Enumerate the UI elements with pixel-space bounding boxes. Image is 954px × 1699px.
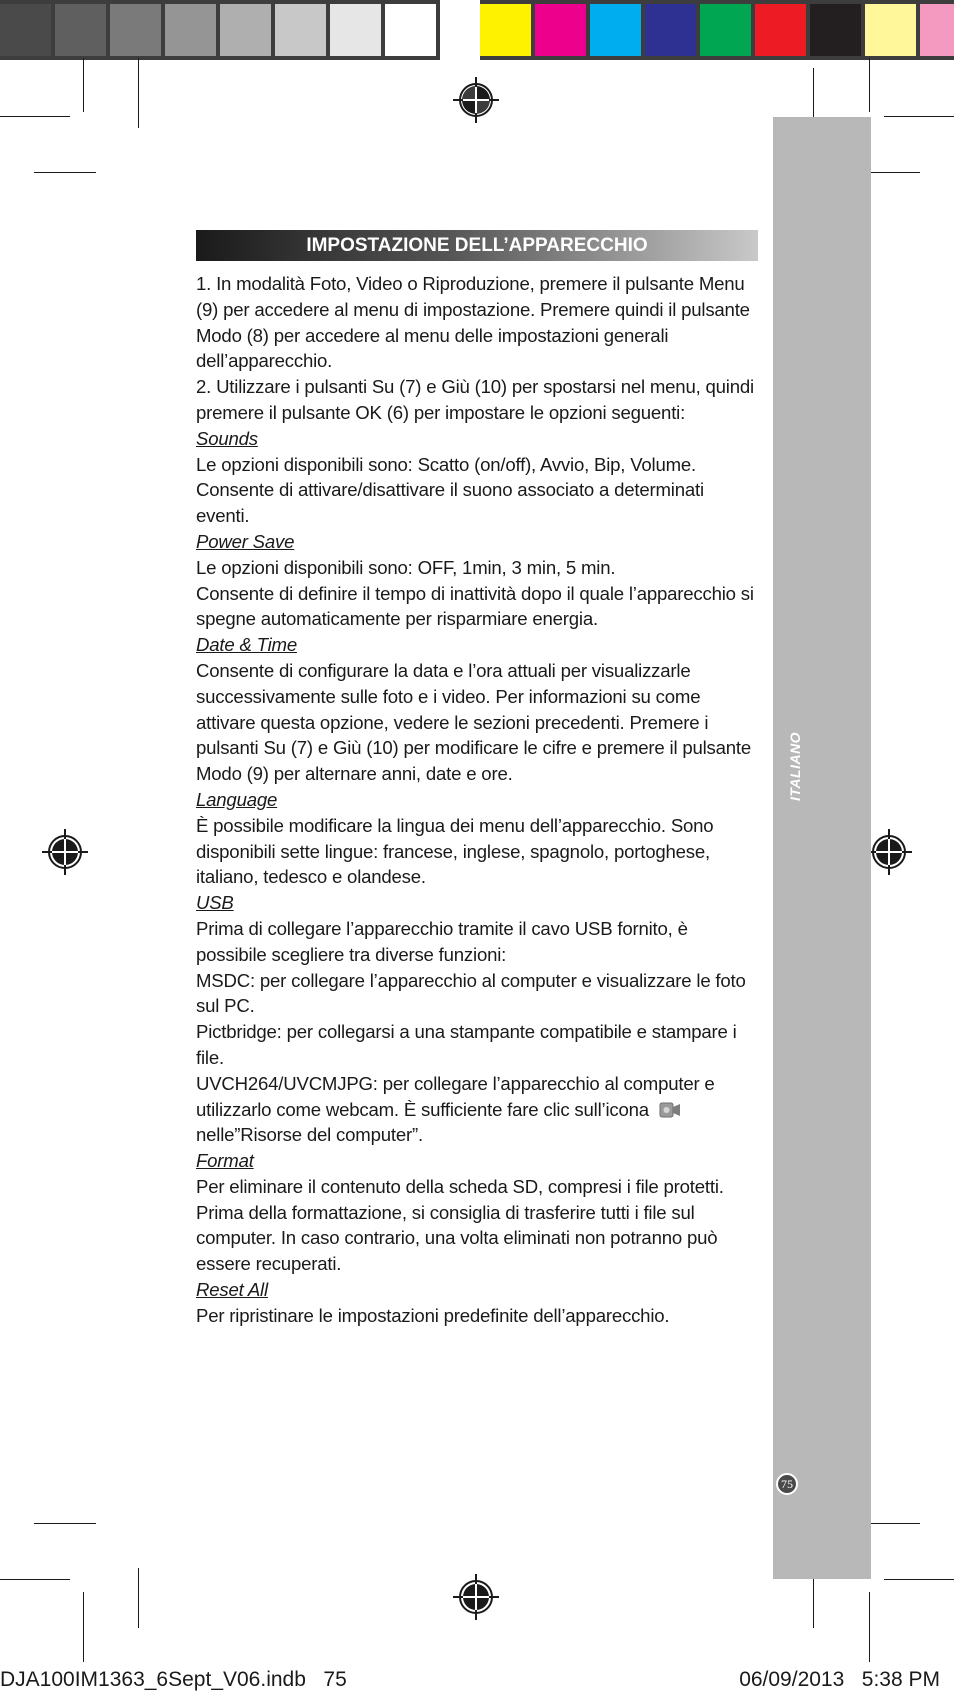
subheading-power-save: Power Save (196, 530, 295, 552)
document-body (196, 230, 758, 1329)
gray-calibration-strip (0, 0, 440, 60)
registration-target-icon (453, 1574, 499, 1620)
color-swatch (700, 4, 751, 56)
subheading-language: Language (196, 788, 278, 810)
paragraph: Le opzioni disponibili sono: Scatto (on/off), Avvio, Bip, Volume. (196, 453, 697, 475)
crop-mark (34, 172, 96, 173)
paragraph: Consente di definire il tempo di inattività dopo il quale l’apparecchio si spegne automaticamente per risparmiare energia. (196, 582, 754, 630)
crop-mark (869, 58, 870, 112)
registration-target-icon (42, 829, 88, 875)
paragraph: Consente di attivare/disattivare il suono associato a determinati eventi. (196, 479, 704, 527)
paragraph: È possibile modificare la lingua dei menu dell’apparecchio. Sono disponibili sette lingue: francese, inglese, spagnolo, portoghese, italiano, tedesco e olandese. (196, 814, 714, 888)
color-swatch (865, 4, 916, 56)
paragraph-text: nelle”Risorse del computer”. (196, 1124, 423, 1146)
crop-mark (0, 1579, 70, 1580)
paragraph (196, 1071, 758, 1148)
color-swatch (55, 4, 106, 56)
subheading-format: Format (196, 1150, 254, 1172)
webcam-icon (657, 1100, 683, 1120)
paragraph: 2. Utilizzare i pulsanti Su (7) e Giù (10) per spostarsi nel menu, quindi premere il pulsante OK (6) per impostare le opzioni seguenti: (196, 376, 754, 423)
registration-target-icon (453, 77, 499, 123)
language-side-tab (773, 117, 871, 1579)
print-date-slug: 06/09/2013 5:38 PM (739, 1668, 940, 1691)
color-swatch (275, 4, 326, 56)
paragraph: 1. In modalità Foto, Video o Riproduzione, premere il pulsante Menu (9) per accedere al menu di impostazione. Premere quindi il pulsante Modo (8) per accedere al menu delle impostazioni generali dell’apparecchio. (196, 273, 750, 372)
crop-mark (884, 116, 954, 117)
color-swatch (645, 4, 696, 56)
language-tab-label: ITALIANO (787, 731, 803, 801)
color-swatch (330, 4, 381, 56)
crop-mark (83, 1592, 84, 1662)
paragraph: Pictbridge: per collegarsi a una stampante compatibile e stampare i file. (196, 1021, 737, 1068)
crop-mark (869, 1592, 870, 1662)
color-swatch (385, 4, 436, 56)
color-swatch (480, 4, 531, 56)
page-number-badge: 75 (776, 1473, 798, 1495)
color-swatch (165, 4, 216, 56)
crop-mark (34, 1523, 96, 1524)
crop-mark (138, 1568, 139, 1628)
subheading-date-time: Date & Time (196, 634, 297, 656)
registration-target-icon (866, 829, 912, 875)
color-swatch (0, 4, 51, 56)
section-title: IMPOSTAZIONE DELL’APPARECCHIO (196, 230, 758, 261)
color-calibration-strip (480, 0, 954, 60)
subheading-sounds: Sounds (196, 427, 258, 449)
color-swatch (220, 4, 271, 56)
paragraph: Per ripristinare le impostazioni predefinite dell’apparecchio. (196, 1304, 670, 1326)
color-swatch (590, 4, 641, 56)
file-slug: DJA100IM1363_6Sept_V06.indb 75 (0, 1668, 347, 1691)
paragraph-text: UVCH264/UVCMJPG: per collegare l’apparecchio al computer e utilizzarlo come webcam. È sufficiente fare clic sull’icona (196, 1072, 715, 1120)
paragraph: Prima di collegare l’apparecchio tramite il cavo USB fornito, è possibile scegliere tra diverse funzioni: (196, 917, 688, 965)
crop-mark (83, 58, 84, 112)
color-swatch (920, 4, 954, 56)
paragraph: Per eliminare il contenuto della scheda SD, compresi i file protetti. Prima della formattazione, si consiglia di trasferire tutti i file sul computer. In caso contrario, una volta eliminati non potranno può essere recuperati. (196, 1175, 724, 1275)
color-swatch (810, 4, 861, 56)
color-swatch (535, 4, 586, 56)
color-swatch (110, 4, 161, 56)
subheading-usb: USB (196, 892, 234, 914)
paragraph: Le opzioni disponibili sono: OFF, 1min, 3 min, 5 min. (196, 556, 616, 578)
paragraph: MSDC: per collegare l’apparecchio al computer e visualizzare le foto sul PC. (196, 969, 746, 1017)
crop-mark (884, 1579, 954, 1580)
crop-mark (0, 116, 70, 117)
crop-mark (138, 58, 139, 128)
color-swatch (755, 4, 806, 56)
subheading-reset-all: Reset All (196, 1279, 268, 1301)
paragraph: Consente di configurare la data e l’ora attuali per visualizzarle successivamente sulle foto e i video. Per informazioni su come attivare questa opzione, vedere le sezioni precedenti. Premere i pulsanti Su (7) e Giù (10) per modificare le cifre e premere il pulsante Modo (9) per alternare anni, date e ore. (196, 659, 752, 785)
